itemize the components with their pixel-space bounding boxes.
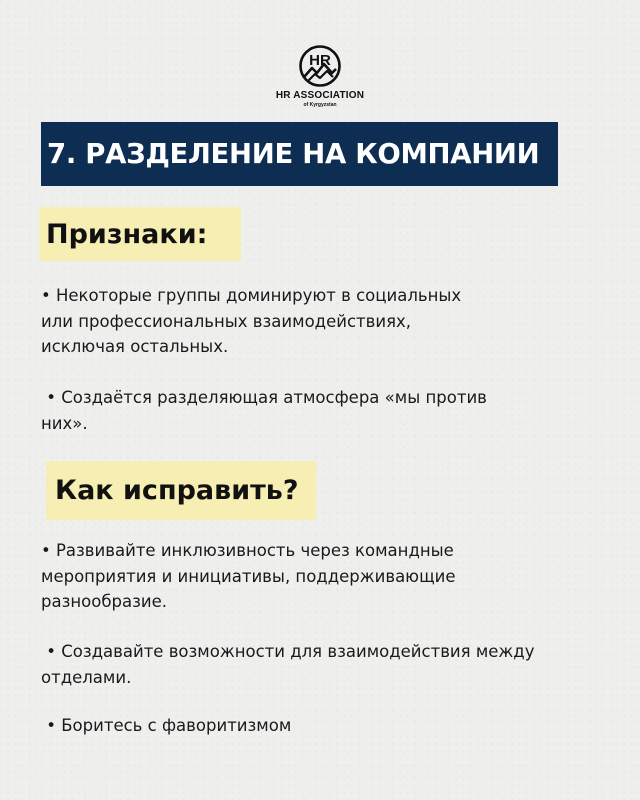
text-line: • Боритесь с фаворитизмом [41,716,292,735]
fix-item-2 [41,639,534,690]
hr-association-logo-icon [298,44,342,88]
fix-item-1 [41,538,455,615]
fix-item-3 [41,713,291,739]
page-title: 7. РАЗДЕЛЕНИЕ НА КОМПАНИИ [41,122,558,186]
signs-heading: Признаки: [39,207,241,261]
text-line: • Создаётся разделяющая атмосфера «мы против [41,388,487,407]
text-line: них». [41,413,88,433]
signs-item-2 [41,385,487,436]
logo-name: HR ASSOCIATION [275,90,365,101]
logo-subtitle: of Kyrgyzstan [303,102,337,108]
text-line: мероприятия и инициативы, поддерживающие [41,566,456,586]
text-line: отделами. [41,667,132,687]
logo [0,44,640,108]
text-line: разнообразие. [41,592,167,611]
text-line: • Некоторые группы доминируют в социальных [41,286,462,305]
signs-item-1 [41,283,461,360]
text-line: или профессиональных взаимодействиях, [41,311,412,331]
text-line: исключая остальных. [41,337,229,356]
svg-text:HR: HR [309,52,331,69]
text-line: • Развивайте инклюзивность через командные [41,541,454,560]
text-line: • Создавайте возможности для взаимодействия между [41,642,535,661]
fix-heading: Как исправить? [46,461,316,520]
